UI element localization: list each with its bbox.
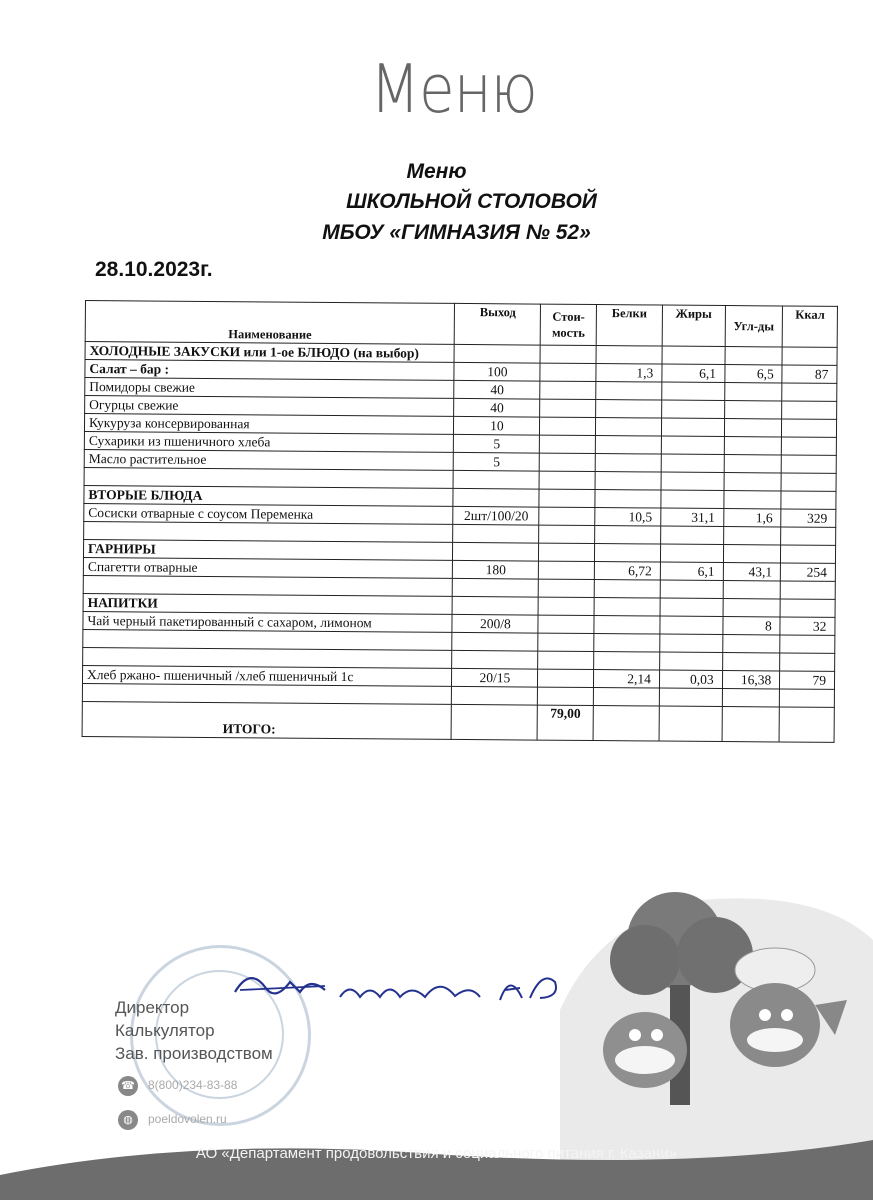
table-header-row xyxy=(85,301,837,348)
cell-kcal xyxy=(782,347,837,365)
cell-protein xyxy=(595,472,661,491)
cell-carbs xyxy=(724,383,782,401)
cell-protein xyxy=(594,598,660,617)
cell-name: Кукуруза консервированная xyxy=(84,414,454,435)
cell-yield xyxy=(453,524,539,543)
cell-cost xyxy=(538,669,594,687)
cell-protein xyxy=(594,580,660,599)
cell-name: ХОЛОДНЫЕ ЗАКУСКИ или 1-ое БЛЮДО (на выбор) xyxy=(85,342,455,363)
total-cell-carbs xyxy=(722,707,780,742)
cell-carbs: 1,6 xyxy=(723,509,781,527)
header-cost: Стои-мость xyxy=(541,304,597,345)
cell-carbs xyxy=(724,455,782,473)
cell-cost xyxy=(540,453,596,471)
cell-yield: 5 xyxy=(454,434,540,453)
cell-name: ВТОРЫЕ БЛЮДА xyxy=(84,485,454,506)
cell-fat xyxy=(662,346,725,364)
cell-yield: 10 xyxy=(454,416,540,435)
cell-yield xyxy=(454,344,540,363)
production-head-label: Зав. производством xyxy=(115,1044,273,1063)
cell-protein: 1,3 xyxy=(596,364,662,383)
cell-cost xyxy=(540,381,596,399)
cell-name: Чай черный пакетированный с сахаром, лимоном xyxy=(83,611,453,632)
table-body xyxy=(82,342,837,743)
cell-carbs xyxy=(723,491,781,509)
cell-kcal xyxy=(780,689,835,707)
cell-protein xyxy=(596,382,662,401)
cell-name: Помидоры свежие xyxy=(85,378,455,399)
cell-fat xyxy=(661,418,724,436)
total-cell-protein xyxy=(593,706,659,742)
cell-name: Спагетти отварные xyxy=(83,557,453,578)
director-label: Директор xyxy=(115,998,190,1017)
title-line-2: ШКОЛЬНОЙ СТОЛОВОЙ xyxy=(346,190,597,213)
cell-fat xyxy=(662,382,725,400)
cell-fat xyxy=(660,616,723,634)
cell-cost xyxy=(538,633,594,651)
cell-carbs xyxy=(723,545,781,563)
cell-kcal: 32 xyxy=(780,617,835,635)
cell-cost xyxy=(538,597,594,615)
cell-fat xyxy=(661,436,724,454)
cell-cost xyxy=(539,507,595,525)
cell-carbs: 8 xyxy=(723,617,781,635)
cell-cost xyxy=(539,471,595,489)
director-signature xyxy=(230,962,570,1012)
cell-name: ГАРНИРЫ xyxy=(83,539,453,560)
cell-yield: 200/8 xyxy=(452,614,538,633)
header-carbs: Угл-ды xyxy=(725,306,783,347)
cell-protein xyxy=(594,634,660,653)
cell-yield: 20/15 xyxy=(452,668,538,687)
cell-fat xyxy=(660,544,723,562)
cell-cost xyxy=(538,615,594,633)
cell-carbs xyxy=(723,599,781,617)
cell-cost xyxy=(539,561,595,579)
cell-name: Салат – бар : xyxy=(85,360,455,381)
cell-kcal xyxy=(782,437,837,455)
header-fat: Жиры xyxy=(662,305,725,346)
total-row xyxy=(82,701,834,742)
cell-yield: 40 xyxy=(454,380,540,399)
cell-name: Масло растительное xyxy=(84,449,454,470)
cell-fat: 6,1 xyxy=(662,364,725,382)
cell-fat xyxy=(659,652,722,670)
globe-icon: ◍ xyxy=(118,1110,138,1130)
cell-carbs xyxy=(724,419,782,437)
header-protein: Белки xyxy=(596,305,662,347)
cell-carbs xyxy=(722,689,780,707)
cell-fat xyxy=(660,526,723,544)
cell-cost xyxy=(540,399,596,417)
total-cell-kcal xyxy=(779,707,834,742)
menu-table xyxy=(82,300,838,743)
cell-yield xyxy=(452,632,538,651)
cell-kcal xyxy=(780,599,835,617)
cell-yield: 100 xyxy=(454,362,540,381)
cell-fat xyxy=(661,490,724,508)
cell-cost xyxy=(538,687,594,705)
cell-yield: 5 xyxy=(454,452,540,471)
title-line-1: Меню xyxy=(406,160,467,183)
cell-protein xyxy=(595,490,661,509)
cell-fat xyxy=(661,472,724,490)
title-line-3: МБОУ «ГИМНАЗИЯ № 52» xyxy=(322,221,591,244)
cell-yield xyxy=(453,542,539,561)
mascot-illustration xyxy=(585,885,855,1135)
cell-kcal: 87 xyxy=(782,365,837,383)
cell-protein: 6,72 xyxy=(594,562,660,581)
cell-cost xyxy=(540,345,596,363)
cell-kcal xyxy=(781,455,836,473)
cell-kcal xyxy=(782,401,837,419)
cell-kcal: 254 xyxy=(781,563,836,581)
cell-kcal: 79 xyxy=(780,671,835,689)
cell-name: Сухарики из пшеничного хлеба xyxy=(84,431,454,452)
cell-fat xyxy=(660,634,723,652)
cell-fat xyxy=(660,598,723,616)
header-yield: Выход xyxy=(455,303,541,345)
cell-cost xyxy=(539,579,595,597)
cell-yield: 180 xyxy=(453,560,539,579)
cell-protein xyxy=(594,616,660,635)
contact-website xyxy=(118,1110,227,1130)
cell-fat: 6,1 xyxy=(660,562,723,580)
cell-carbs xyxy=(725,347,783,365)
cell-carbs: 43,1 xyxy=(723,563,781,581)
cell-fat: 0,03 xyxy=(659,670,722,688)
cell-yield xyxy=(453,578,539,597)
cell-carbs xyxy=(722,635,780,653)
cell-cost xyxy=(539,525,595,543)
cell-fat xyxy=(659,688,722,706)
cell-protein: 2,14 xyxy=(594,670,660,689)
cell-yield: 2шт/100/20 xyxy=(453,506,539,525)
cell-yield xyxy=(452,596,538,615)
cell-carbs xyxy=(723,581,781,599)
cell-fat xyxy=(661,400,724,418)
total-cell-yield xyxy=(451,704,537,740)
cell-cost xyxy=(540,363,596,381)
phone-icon: ☎ xyxy=(118,1076,138,1096)
cell-kcal xyxy=(780,635,835,653)
cell-carbs xyxy=(724,401,782,419)
cell-cost xyxy=(539,489,595,507)
cell-carbs xyxy=(722,653,780,671)
cell-yield xyxy=(453,488,539,507)
cell-yield xyxy=(452,650,538,669)
cell-protein xyxy=(595,544,661,563)
cell-kcal xyxy=(781,527,836,545)
cell-carbs xyxy=(724,473,782,491)
contact-phone xyxy=(118,1076,237,1096)
cell-cost xyxy=(538,651,594,669)
cell-kcal xyxy=(782,383,837,401)
handwritten-title: Меню xyxy=(370,49,537,129)
cell-protein xyxy=(596,400,662,419)
total-label: ИТОГО: xyxy=(82,701,452,739)
cell-name: Огурцы свежие xyxy=(85,396,455,417)
cell-carbs: 6,5 xyxy=(724,365,782,383)
cell-carbs xyxy=(724,437,782,455)
calculator-label: Калькулятор xyxy=(115,1021,215,1040)
cell-yield xyxy=(452,686,538,705)
menu-date: 28.10.2023г. xyxy=(95,258,213,281)
total-cell-fat xyxy=(659,706,722,741)
phone-number: 8(800)234-83-88 xyxy=(148,1078,238,1093)
cell-protein xyxy=(594,652,660,671)
cell-protein xyxy=(596,418,662,437)
cell-name: НАПИТКИ xyxy=(83,593,453,614)
cell-cost xyxy=(539,543,595,561)
cell-kcal xyxy=(781,473,836,491)
cell-protein: 10,5 xyxy=(595,508,661,527)
cell-fat xyxy=(661,454,724,472)
cell-fat xyxy=(660,580,723,598)
cell-kcal xyxy=(781,545,836,563)
cell-protein xyxy=(595,526,661,545)
cell-protein xyxy=(595,436,661,455)
cell-kcal xyxy=(780,581,835,599)
website-link: poeldovolen.ru xyxy=(148,1112,227,1127)
cell-name: Хлеб ржано- пшеничный /хлеб пшеничный 1с xyxy=(82,665,452,686)
cell-protein xyxy=(595,454,661,473)
header-name: Наименование xyxy=(85,301,455,345)
cell-kcal xyxy=(781,491,836,509)
company-name: АО «Департамент продовольствия и социального питания г. Казани» xyxy=(195,1145,678,1162)
total-cost: 79,00 xyxy=(537,705,593,740)
cell-carbs: 16,38 xyxy=(722,671,780,689)
cell-protein xyxy=(596,346,662,365)
cell-kcal xyxy=(780,653,835,671)
cell-name: Сосиски отварные с соусом Переменка xyxy=(84,503,454,524)
cell-cost xyxy=(540,435,596,453)
cell-carbs xyxy=(723,527,781,545)
cell-yield xyxy=(453,470,539,489)
cell-kcal xyxy=(782,419,837,437)
header-kcal: Ккал xyxy=(782,306,837,347)
cell-protein xyxy=(593,688,659,707)
cell-fat: 31,1 xyxy=(661,508,724,526)
cell-yield: 40 xyxy=(454,398,540,417)
cell-cost xyxy=(540,417,596,435)
cell-kcal: 329 xyxy=(781,509,836,527)
